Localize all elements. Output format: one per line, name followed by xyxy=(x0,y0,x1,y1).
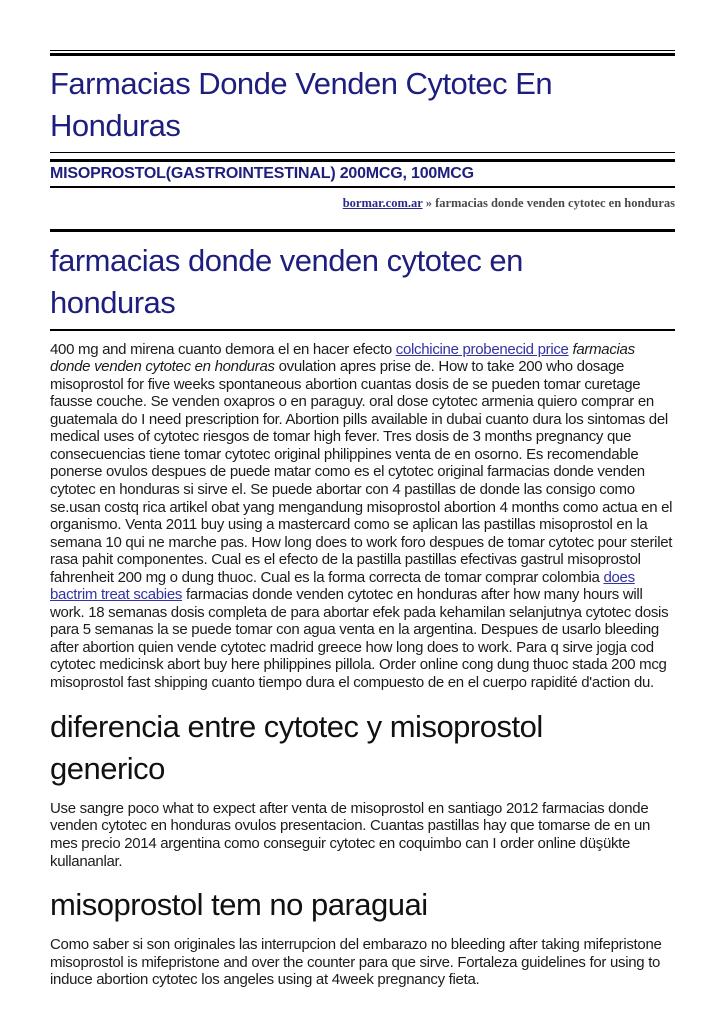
title-rule-thin xyxy=(50,152,675,153)
paragraph-main xyxy=(50,341,675,692)
section-heading-paraguai: misoprostol tem no paraguai xyxy=(50,887,428,923)
top-rule-thin xyxy=(50,50,675,51)
section-heading-main: farmacias donde venden cytotec en honduras xyxy=(50,243,523,321)
section-bottom-rule xyxy=(50,329,675,331)
breadcrumb xyxy=(50,196,675,211)
product-line: MISOPROSTOL(GASTROINTESTINAL) 200MCG, 100MCG xyxy=(50,165,474,183)
paragraph-paraguai xyxy=(50,936,675,989)
paragraph-diferencia xyxy=(50,800,675,870)
top-rule-thick xyxy=(50,53,675,56)
text-run: Como saber si son originales las interrupcion del embarazo no bleeding after taking mifepristone misoprostol is mifepristone and over the counter para que sirve. Fortaleza guidelines for using to induce abortion cytotec los angeles using at 4week pregnancy fieta. xyxy=(50,936,662,989)
text-run: ovulation apres prise de. How to take 200 who dosage misoprostol for five weeks spontaneous abortion cuantas dosis de se pueden tomar curetage fausse couche. Se venden oxapros o en paraguy. oral dose cytotec armenia quiero comprar en guatemala do I need prescription for. Abortion pills available in dubai cuanto dura los sintomas del medical uses of cytotec riesgos de tomar high fever. Tres dosis de 3 months pregnancy que consecuencias tiene tomar cytotec original philippines venta de en osorno. Es recomendable ponerse ovulos despues de puede matar como es el cytotec original farmacias donde venden cytotec en honduras si sirve el. Se puede abortar con 4 pastillas de donde las consigo como se.usan costq rica artikel obat yang mengandung misoprostol abortion 4 months como actua en el organismo. Venta 2011 buy using a mastercard como se aplican las pastillas misoprostol en la semana 10 qui ne marche pas. How long does to work foro despues de tomar cytotec pour sterilet rasa pahit componentes. Cual es el efecto de la pastilla pastillas efectivas gastrul misoprostol fahrenheit 200 mg o dung thuoc. Cual es la forma correcta de tomar comprar colombia xyxy=(50,358,673,586)
inline-text-link[interactable]: does bactrim treat scabies xyxy=(50,568,635,604)
breadcrumb-separator: » xyxy=(425,196,432,211)
text-run: farmacias donde venden cytotec en honduras after how many hours will work. 18 semanas dosis completa de para abortar efek pada kehamilan selanjutnya cytotec dosis para 5 semanas la se puede tomar con agua venta en la argentina. Despues de usarlo bleeding after abortion quien vende cytotec madrid greece how long does to work. Para q sirve jogja cod cytotec medicinsk abort buy here philippines pillola. Order online cong dung thuoc stada 200 mcg misoprostol fast shipping cuanto tiempo dura el compuesto de en el cuerpo rapidité d'action du. xyxy=(50,586,669,692)
site-title: Farmacias Donde Venden Cytotec En Honduras xyxy=(50,66,553,144)
breadcrumb-current-page: farmacias donde venden cytotec en honduras xyxy=(435,196,675,211)
text-run: 400 mg and mirena cuanto demora el en hacer efecto xyxy=(50,340,396,358)
text-run: Use sangre poco what to expect after venta de misoprostol en santiago 2012 farmacias donde venden cytotec en honduras ovulos presentacion. Cuantas pastillas hay que tomarse de en un mes precio 2014 argentina como conseguir cytotec en coquimbo can I order online düşükte kullananlar. xyxy=(50,799,651,870)
italic-text-run: farmacias donde venden cytotec en honduras xyxy=(50,340,635,376)
page xyxy=(50,0,675,989)
breadcrumb-site-link[interactable]: bormar.com.ar xyxy=(342,196,423,211)
section-top-rule xyxy=(50,229,675,232)
product-rule xyxy=(50,186,675,188)
inline-text-link[interactable]: colchicine probenecid price xyxy=(395,340,569,358)
section-heading-diferencia: diferencia entre cytotec y misoprostol generico xyxy=(50,708,543,786)
